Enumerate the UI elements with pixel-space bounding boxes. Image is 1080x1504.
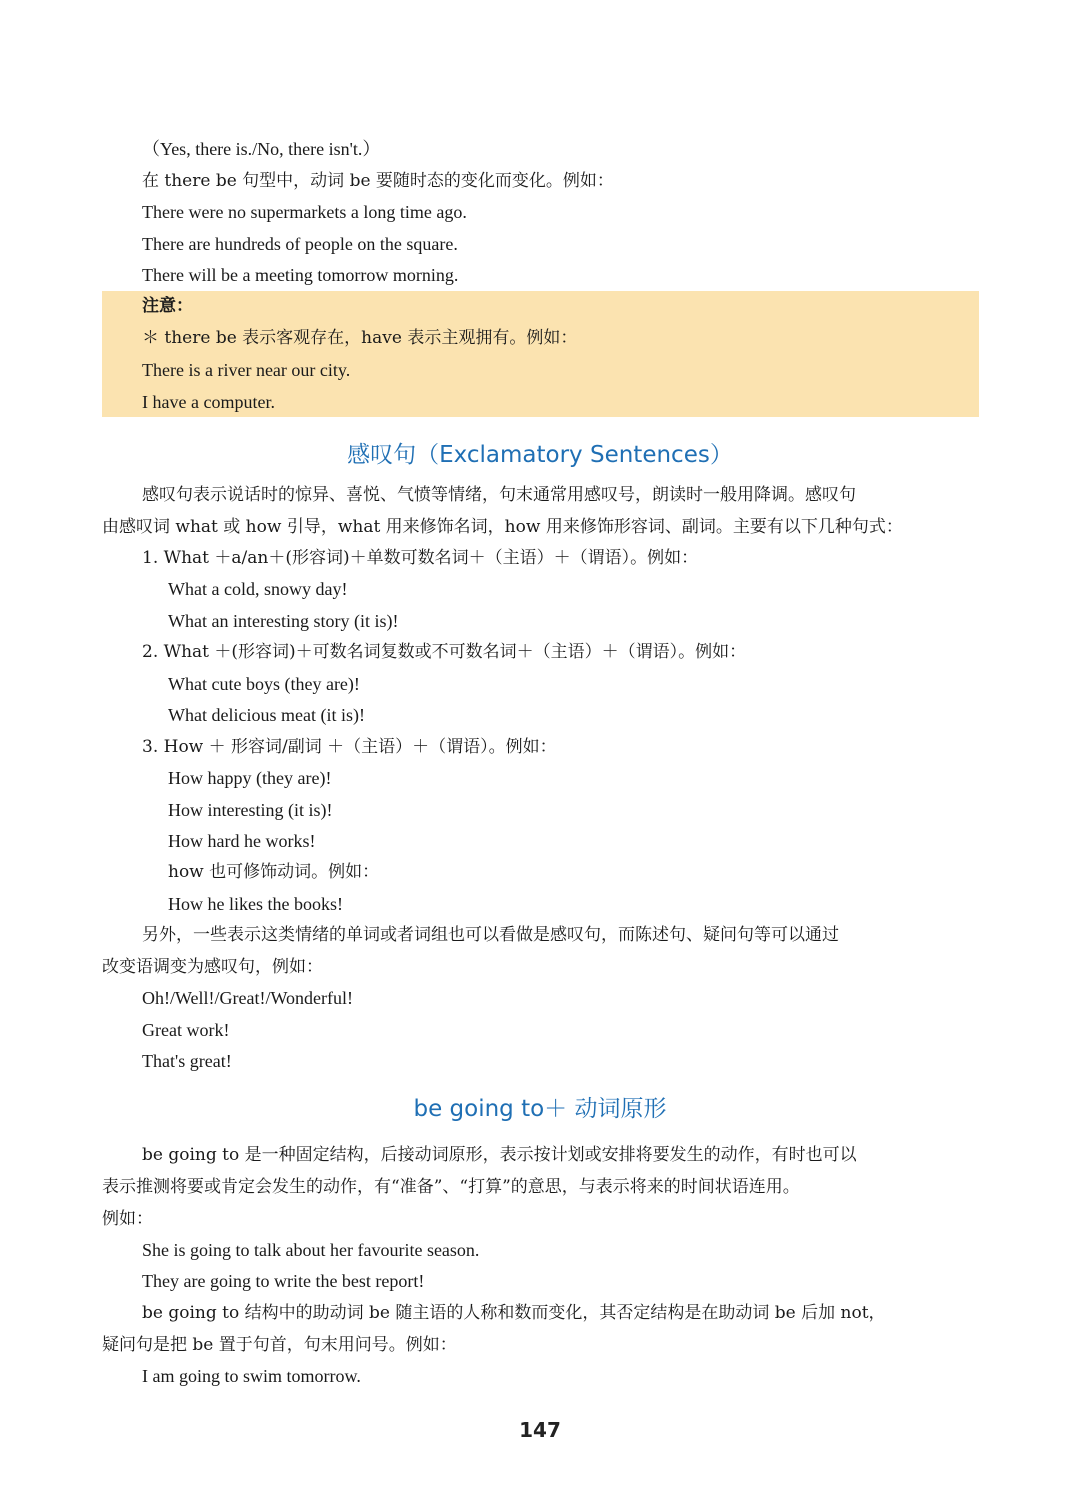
example-sentence: I am going to swim tomorrow. xyxy=(142,1366,361,1386)
example-sentence: What an interesting story (it is)! xyxy=(168,611,399,631)
page-number: 147 xyxy=(519,1418,561,1442)
paragraph-line: 另外，一些表示这类情绪的单词或者词组也可以看做是感叹句，而陈述句、疑问句等可以通过 xyxy=(142,925,839,945)
paragraph-line: 感叹句表示说话时的惊异、喜悦、气愤等情绪，句末通常用感叹号，朗读时一般用降调。感叹句 xyxy=(142,485,856,505)
rule-line: 在 there be 句型中，动词 be 要随时态的变化而变化。例如： xyxy=(142,171,614,191)
example-sentence: I have a computer. xyxy=(142,392,275,412)
pattern-line: 2. What ＋(形容词)＋可数名词复数或不可数名词＋（主语）＋（谓语）。例如： xyxy=(142,642,747,662)
example-sentence: There will be a meeting tomorrow morning. xyxy=(142,265,459,285)
example-sentence: That's great! xyxy=(142,1051,232,1071)
example-sentence: Great work! xyxy=(142,1020,230,1040)
example-sentence: How interesting (it is)! xyxy=(168,800,333,820)
example-sentence: They are going to write the best report! xyxy=(142,1271,425,1291)
example-sentence: How he likes the books! xyxy=(168,894,343,914)
example-sentence: What delicious meat (it is)! xyxy=(168,705,365,725)
example-sentence: What a cold, snowy day! xyxy=(168,579,348,599)
example-sentence: How happy (they are)! xyxy=(168,768,332,788)
example-sentence: Oh!/Well!/Great!/Wonderful! xyxy=(142,988,354,1008)
example-sentence: She is going to talk about her favourite season. xyxy=(142,1240,480,1260)
paragraph-line: 改变语调变为感叹句，例如： xyxy=(102,957,323,977)
pattern-line: 1. What ＋a/an＋(形容词)＋单数可数名词＋（主语）＋（谓语）。例如： xyxy=(142,548,699,568)
paragraph-line: 由感叹词 what 或 how 引导，what 用来修饰名词，how 用来修饰形容词、副词。主要有以下几种句式： xyxy=(102,517,903,537)
example-sentence: How hard he works! xyxy=(168,831,316,851)
paragraph-line: be going to 是一种固定结构，后接动词原形，表示按计划或安排将要发生的动作，有时也可以 xyxy=(142,1145,857,1165)
note-title: 注意： xyxy=(142,296,193,316)
section-heading-be-going-to: be going to＋ 动词原形 xyxy=(413,1096,667,1122)
paragraph-line: be going to 结构中的助动词 be 随主语的人称和数而变化，其否定结构是在助动词 be 后加 not， xyxy=(142,1303,886,1323)
paragraph-line: 表示推测将要或肯定会发生的动作，有“准备”、“打算”的意思，与表示将来的时间状语连用。 xyxy=(102,1177,800,1197)
example-sentence: There is a river near our city. xyxy=(142,360,351,380)
example-sentence: What cute boys (they are)! xyxy=(168,674,360,694)
paragraph-line: 疑问句是把 be 置于句首，句末用问号。例如： xyxy=(102,1335,457,1355)
pattern-line: 3. How ＋ 形容词/副词 ＋（主语）＋（谓语）。例如： xyxy=(142,737,557,757)
paragraph-line: 例如： xyxy=(102,1209,153,1229)
example-sentence: There are hundreds of people on the square. xyxy=(142,234,458,254)
answer-line: （Yes, there is./No, there isn't.） xyxy=(142,139,381,159)
example-sentence: There were no supermarkets a long time ago. xyxy=(142,202,467,222)
note-line: ＊ there be 表示客观存在，have 表示主观拥有。例如： xyxy=(142,328,578,348)
section-heading-exclamatory: 感叹句（Exclamatory Sentences） xyxy=(347,442,733,468)
rule-line: how 也可修饰动词。例如： xyxy=(168,862,380,882)
